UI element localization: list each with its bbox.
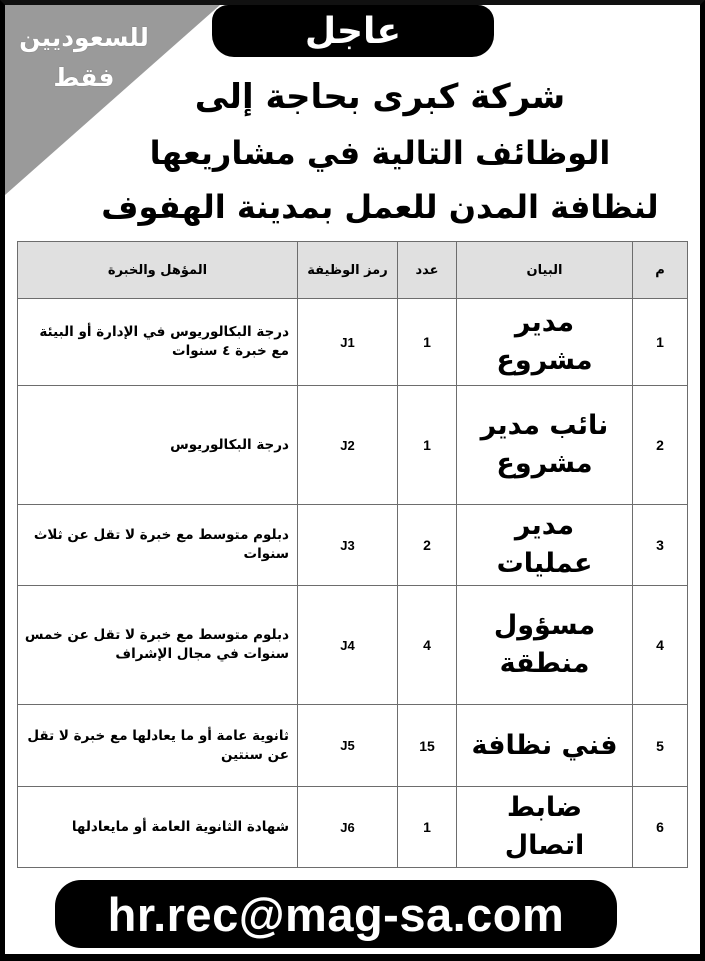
row-num: 2 [633, 386, 688, 505]
table-row [18, 705, 688, 787]
table-row [18, 505, 688, 586]
header-num: م [633, 242, 688, 299]
row-count: 1 [398, 787, 457, 868]
row-title: مسؤول منطقة [457, 586, 633, 705]
header-code: رمز الوظيفة [298, 242, 398, 299]
row-qualification: دبلوم متوسط مع خبرة لا تقل عن ثلاث سنوات [18, 505, 298, 586]
headline-line-1: شركة كبرى بحاجة إلى [194, 77, 566, 117]
row-count: 4 [398, 586, 457, 705]
row-qualification: ثانوية عامة أو ما يعادلها مع خبرة لا تقل عن سنتين [18, 705, 298, 787]
row-num: 3 [633, 505, 688, 586]
row-num: 1 [633, 299, 688, 386]
table-row [18, 386, 688, 505]
row-code: J1 [298, 299, 398, 386]
row-title: فني نظافة [457, 705, 633, 787]
row-count: 1 [398, 299, 457, 386]
row-num: 5 [633, 705, 688, 787]
table-header-row [18, 242, 688, 299]
row-title: ضابط اتصال [457, 787, 633, 868]
row-count: 1 [398, 386, 457, 505]
row-qualification: شهادة الثانوية العامة أو مايعادلها [18, 787, 298, 868]
row-code: J6 [298, 787, 398, 868]
row-qualification: دبلوم متوسط مع خبرة لا تقل عن خمس سنوات في مجال الإشراف [18, 586, 298, 705]
table-row [18, 299, 688, 386]
table-row [18, 787, 688, 868]
row-code: J4 [298, 586, 398, 705]
row-code: J5 [298, 705, 398, 787]
headline-line-2: الوظائف التالية في مشاريعها [149, 134, 611, 172]
row-code: J3 [298, 505, 398, 586]
contact-email-banner[interactable] [55, 880, 617, 948]
row-num: 4 [633, 586, 688, 705]
row-title: مدير عمليات [457, 505, 633, 586]
row-title: نائب مدير مشروع [457, 386, 633, 505]
row-qualification: درجة البكالوريوس [18, 386, 298, 505]
saudis-only-line1: للسعوديين [19, 23, 149, 52]
saudis-only-line2: فقط [53, 63, 115, 92]
table-row [18, 586, 688, 705]
row-title: مدير مشروع [457, 299, 633, 386]
urgent-label: عاجل [304, 10, 402, 52]
headline-line-3: لنظافة المدن للعمل بمدينة الهفوف [101, 188, 659, 226]
row-num: 6 [633, 787, 688, 868]
row-qualification: درجة البكالوريوس في الإدارة أو البيئة مع خبرة ٤ سنوات [18, 299, 298, 386]
urgent-badge [212, 5, 494, 57]
contact-email[interactable]: hr.rec@mag-sa.com [107, 887, 565, 941]
row-count: 15 [398, 705, 457, 787]
header-title: البيان [457, 242, 633, 299]
row-count: 2 [398, 505, 457, 586]
header-count: عدد [398, 242, 457, 299]
header-qualification: المؤهل والخبرة [18, 242, 298, 299]
jobs-table [17, 241, 688, 868]
row-code: J2 [298, 386, 398, 505]
